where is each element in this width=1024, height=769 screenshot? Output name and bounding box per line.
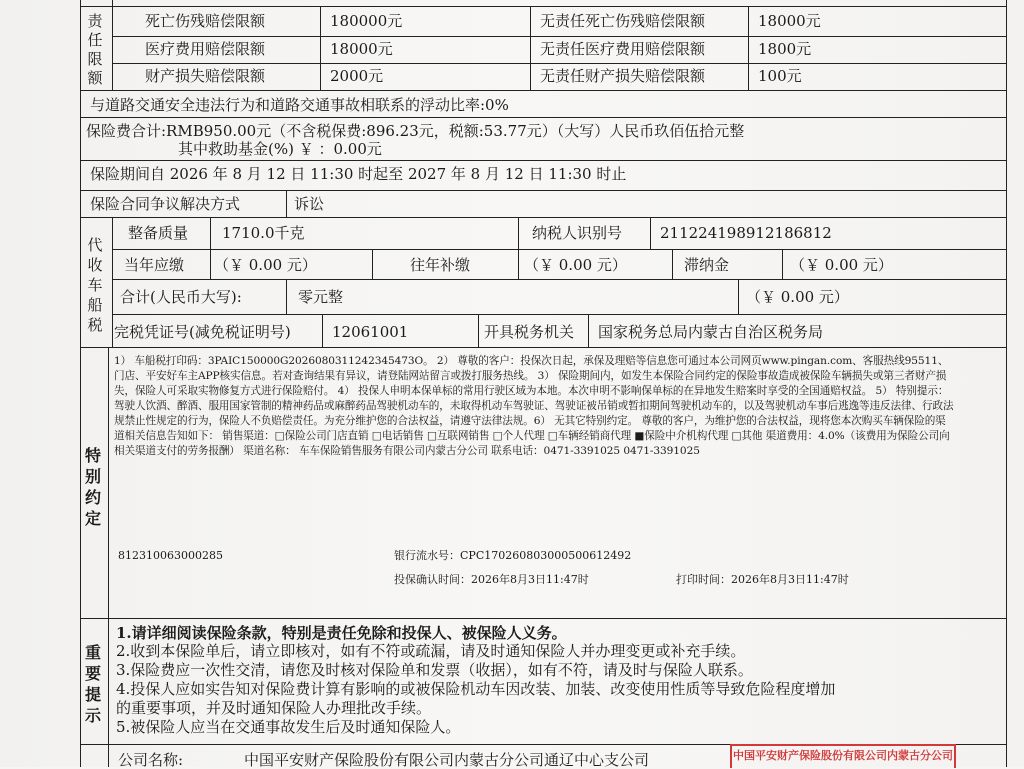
frame-right	[1006, 0, 1007, 767]
company-label: 公司名称:	[118, 751, 184, 769]
limits-col-line	[112, 0, 113, 90]
property-limit-label: 财产损失赔偿限额	[145, 67, 266, 85]
tax-total-value: 零元整	[298, 288, 344, 306]
frame-left	[80, 0, 81, 767]
taxpayer-id-value: 211224198912186812	[660, 224, 832, 242]
float-ratio: 与道路交通安全违法行为和道路交通事故相联系的浮动比率:0%	[90, 96, 509, 114]
rescue-fund: 其中救助基金(%) ￥ ：0.00元	[178, 140, 382, 158]
important-section-label: 重要提示	[84, 643, 101, 725]
taxpayer-id-label: 纳税人识别号	[532, 224, 623, 242]
important-item-2: 2.收到本保险单后，请立即核对，如有不符或疏漏，请及时通知保险人并办理变更或补充手续。	[116, 642, 746, 660]
vehicle-tax-section-label: 代收车船税	[87, 236, 103, 334]
policy-number: 812310063000285	[118, 549, 223, 562]
company-name: 中国平安财产保险股份有限公司内蒙古分公司通辽中心支公司	[244, 751, 650, 769]
past-supplement-value: （￥ 0.00 元）	[524, 256, 627, 274]
late-fee-label: 滞纳金	[684, 256, 730, 274]
premium-total: 保险费合计:RMB950.00元（不含税保费:896.23元，税额:53.77元）（大写）人民币玖佰伍拾元整	[86, 122, 745, 140]
special-terms-text: 1） 车船税打印码：3PAIC150000G2026080311242345473O。 2） 尊敬的客户：投保次日起，承保及理赔等信息您可通过本公司网页www.pingan.com、客服热线95511、门店、平安好车主APP核实信息。若对查询结果有异议，请登陆网站留言或拨打服务热线。 3） 保险期间内，如发生本保险合同约定的保险事故造成被保险车辆损失或第三者财产损失，保险人可采取实物修复方式进行保险赔付。 4） 投保人申明本保单标的常用行驶区域为本地。本次申明不影响保单标的在异地发生赔案时享受的全国通赔权益。 5） 特别提示：驾驶人饮酒、醉酒、服用国家管制的精神药品或麻醉药品驾驶机动车的，未取得机动车驾驶证、驾驶证被吊销或暂扣期间驾驶机动车的，以及驾驶机动车事后逃逸等违反法律、行政法规禁止性规定的行为，保险人不负赔偿责任。为充分维护您的合法权益，请遵守法律法规。6） 无其它特别约定。 尊敬的客户，为维护您的合法权益，现将您本次购买车辆保险的渠道相关信息告知如下： 销售渠道：□保险公司门店直销 □电话销售 □互联网销售 □个人代理 □车辆经销商代理 ■保险中介机构代理 □其他 渠道费用：4.0%（该费用为保险公司向相关渠道支付的劳务报酬） 渠道名称： 车车保险销售服务有限公司内蒙古分公司 联系电话：0471-3391025 0471-3391025	[114, 355, 954, 457]
past-supplement-label: 往年补缴	[410, 256, 471, 274]
confirm-time: 投保确认时间：2026年8月3日11:47时	[394, 573, 589, 586]
nofault-medical-value: 1800元	[758, 40, 812, 58]
nofault-medical-label: 无责任医疗费用赔偿限额	[540, 40, 706, 58]
late-fee-value: （￥ 0.00 元）	[790, 256, 893, 274]
property-limit-value: 2000元	[330, 67, 384, 85]
important-item-3: 3.保险费应一次性交清，请您及时核对保险单和发票（收据），如有不符，请及时与保险人联系。	[116, 661, 753, 679]
top-row-line	[80, 6, 1006, 7]
nofault-death-label: 无责任死亡伤残赔偿限额	[540, 12, 706, 30]
death-limit-value: 180000元	[330, 12, 403, 30]
important-item-1: 1.请详细阅读保险条款，特别是责任免除和投保人、被保险人义务。	[116, 624, 567, 642]
tax-total-label: 合计(人民币大写):	[120, 288, 242, 306]
curb-weight-label: 整备质量	[128, 224, 189, 242]
nofault-death-value: 18000元	[758, 12, 821, 30]
special-terms-section-label: 特别约定	[84, 446, 101, 528]
current-due-label: 当年应缴	[124, 256, 185, 274]
dispute-value: 诉讼	[294, 195, 325, 213]
bank-serial: 银行流水号：CPC170260803000500612492	[394, 549, 632, 562]
tax-total-amount: （￥ 0.00 元）	[746, 288, 849, 306]
important-item-4-cont: 的重要事项，并及时通知保险人办理批改手续。	[116, 699, 432, 717]
current-due-value: （￥ 0.00 元）	[214, 256, 317, 274]
insurance-period: 保险期间自 2026 年 8 月 12 日 11:30 时起至 2027 年 8 月 12 日 11:30 时止	[90, 165, 627, 183]
liability-section-label: 责任限额	[87, 12, 103, 87]
company-seal-stamp: 中国平安财产保险股份有限公司内蒙古分公司	[730, 744, 956, 768]
tax-certificate-label: 完税凭证号(减免税证明号)	[114, 323, 291, 341]
tax-office-label: 开具税务机关	[484, 323, 575, 341]
nofault-property-value: 100元	[758, 67, 802, 85]
important-item-5: 5.被保险人应当在交通事故发生后及时通知保险人。	[116, 718, 461, 736]
dispute-label: 保险合同争议解决方式	[90, 195, 241, 213]
nofault-property-label: 无责任财产损失赔偿限额	[540, 67, 706, 85]
death-limit-label: 死亡伤残赔偿限额	[145, 12, 266, 30]
medical-limit-label: 医疗费用赔偿限额	[145, 40, 266, 58]
curb-weight-value: 1710.0千克	[222, 224, 305, 242]
tax-certificate-value: 12061001	[332, 323, 409, 341]
medical-limit-value: 18000元	[330, 40, 393, 58]
tax-office-value: 国家税务总局内蒙古自治区税务局	[598, 323, 824, 341]
important-item-4: 4.投保人应如实告知对保险费计算有影响的或被保险机动车因改装、加装、改变使用性质等导致危险程度增加	[116, 680, 836, 698]
print-time: 打印时间：2026年8月3日11:47时	[676, 573, 849, 586]
